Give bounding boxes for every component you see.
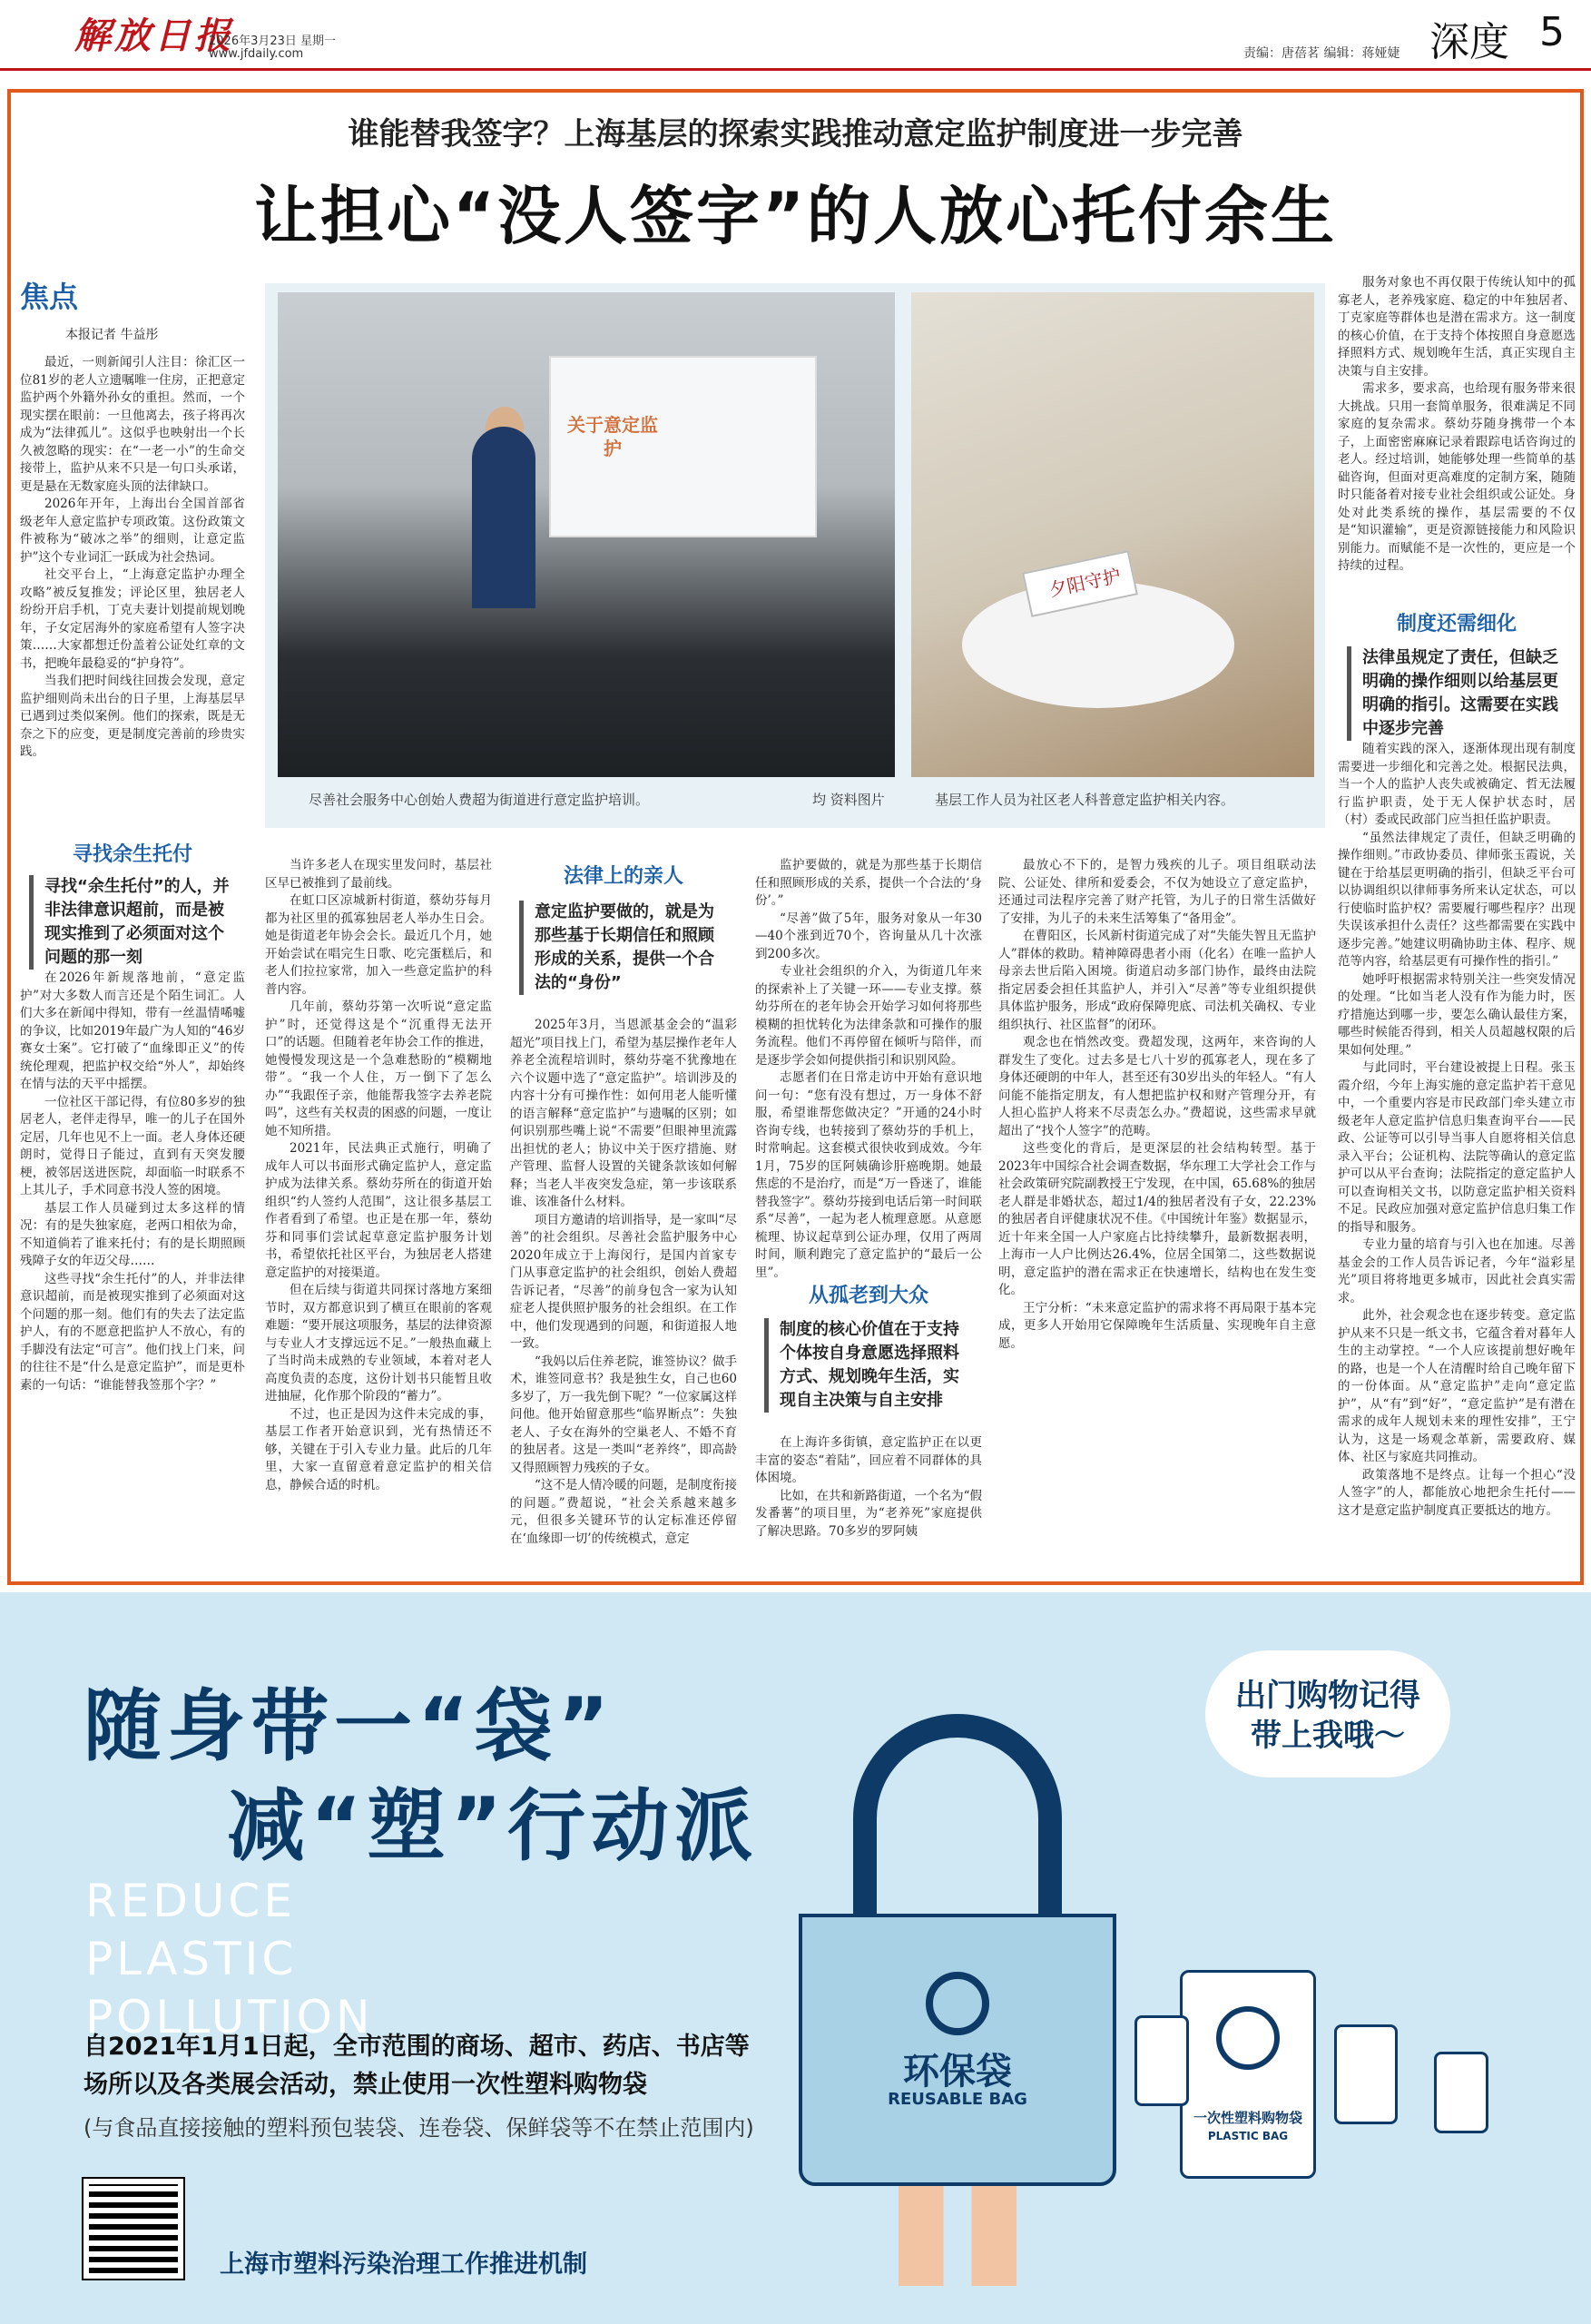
paragraph: 监护要做的，就是为那些基于长期信任和照顾形成的关系，提供一个合法的‘身份’。” [755, 858, 982, 908]
paragraph: 项目方邀请的培训指导，是一家叫“尽善”的社会组织。尽善社会监护服务中心2020年成立于上海闵行，是国内首家专门从事意定监护的社会组织，创始人费超告诉记者，“尽善”的前身包含一家为认知症老人提供照护服务的社会组织。在工作中，他们发现遇到的问题，和街道报人地一致。 [510, 1212, 737, 1351]
presenter-figure [472, 427, 535, 608]
website[interactable]: www.jfdaily.com [209, 47, 304, 61]
subhead-1: 寻找余生托付 [72, 843, 192, 866]
section-tag: 焦点 [20, 280, 79, 314]
section-name: 深度 [1429, 19, 1509, 65]
newspaper-logo: 解放日报 [74, 15, 234, 57]
pullquote-3: 制度的核心价值在于支持个体按自身意愿选择照料方式、规划晚年生活，实现自主决策与自主安排 [764, 1318, 975, 1413]
paragraph: 专业力量的培育与引入也在加速。尽善基金会的工作人员告诉记者，今年“溢彩星光”项目将将地更多城市，因此社会真实需求。 [1338, 1237, 1576, 1305]
column-6b [1338, 741, 1576, 1569]
paragraph: 观念也在悄然改变。费超发现，这两年，来咨询的人群发生了变化。过去多是七八十岁的孤寡老人，现在多了身体还硬朗的中年人，甚至还有30岁出头的年轻人。“有人问能不能指定朋友，有人想把监护权和财产管理分开，有人担心监护人将来不尽责怎么办。”费超说，这些需求早就超出了“找个人签字”的范畴。 [998, 1035, 1316, 1138]
article-headline: 让担心“没人签字”的人放心托付余生 [253, 179, 1337, 253]
subhead-3: 从孤老到大众 [808, 1285, 928, 1307]
table-sign-text: 夕阳守护 [1046, 564, 1123, 602]
slide-title: 关于意定监护 [567, 414, 658, 459]
paragraph: 最近，一则新闻引人注目：徐汇区一位81岁的老人立遗嘱唯一住房，正把意定监护两个外籍外孙女的重担。然而，一个现实摆在眼前：一旦他离去，孩子将再次成为“法律孤儿”。这似乎也映射出一个长久被忽略的现实：在“一老一小”的生命交接带上，监护从来不只是一句口头承诺，更是悬在无数家庭头顶的法律缺口。 [20, 355, 245, 494]
paragraph: 比如，在共和新路街道，一个名为“假发番薯”的项目里，为“老养死”家庭提供了解决思路。70多岁的罗阿姨 [755, 1488, 982, 1539]
paragraph: 专业社会组织的介入，为街道几年来的探索补上了关键一环——专业支撑。蔡幼芬所在的老年协会开始学习如何将那些模糊的担忧转化为法律条款和可操作的服务流程。他们不再停留在倾听与陪伴，而是逐步学会如何提供指引和识别风险。 [755, 964, 982, 1068]
small-plastic-bag-icon [1334, 2024, 1398, 2124]
tote-bag-label: 环保袋 [903, 2051, 1012, 2093]
ad-note: (与食品直接接触的塑料预包装袋、连卷袋、保鲜袋等不在禁止范围内) [83, 2115, 754, 2141]
column-6 [1338, 274, 1576, 592]
paragraph: 这些寻找“余生托付”的人，并非法律意识超前，而是被现实推到了必须面对这个问题的那一刻。他们有的失去了法定监护人，有的不愿意把监护人不放心，有的手脚没有法定“可言”。他们找上门来，问的往往不是“什么是意定监护”，而是更朴素的一句话：“谁能替我签那个字？” [20, 1271, 245, 1393]
column-1b [20, 970, 245, 1569]
paragraph: 政策落地不是终点。让每一个担心“没人签字”的人，都能放心地把余生托付——这才是意定监护制度真正要抵达的地方。 [1338, 1467, 1576, 1518]
qr-code-icon[interactable] [83, 2179, 183, 2279]
ad-organization: 上海市塑料污染治理工作推进机制 [220, 2250, 587, 2279]
paragraph: 这些变化的背后，是更深层的社会结构转型。基于2023年中国综合社会调查数据，华东理工大学社会工作与社会政策研究院副教授王宁发现，在中国，65.68%的独居老人群是非婚状态，超过1/4的独居者没有子女，22.23%的独居者自评健康状况不佳。《中国统计年鉴》数据显示，近十年来全国一人户家庭占比持续攀升，最新数据表明，上海市一人户比例达26.4%，位居全国第二，这些数据说明，意定监护的潜在需求正在快速增长，结构也在发生变化。 [998, 1141, 1316, 1297]
subhead-2: 法律上的亲人 [563, 865, 683, 888]
paragraph: 几年前，蔡幼芬第一次听说“意定监护”时，还觉得这是个“沉重得无法开口”的话题。但随着老年协会工作的推进，她慢慢发现这是一个急难愁盼的“模糊地带”。“我一个人住，万一倒下了怎么办”“我跟侄子亲，他能帮我签字去养老院吗”，这些有关权责的困惑的问题，一度让她不知所措。 [265, 1000, 492, 1138]
photo1-caption: 尽善社会服务中心创始人费超为街道进行意定监护培训。 [309, 792, 650, 808]
paragraph: “我妈以后住养老院，谁签协议？做手术，谁签同意书？我是独生女，自己也60多岁了，万一我先倒下呢？”一位家属这样问他。他开始留意那些“临界断点”：失独老人、子女在海外的空巢老人、不婚不育的独居者。这是一类叫“老养终”，即高龄又得照顾智力残疾的子女。 [510, 1354, 737, 1475]
column-4 [755, 857, 982, 1280]
small-plastic-bag-icon [1434, 2052, 1488, 2133]
recycle-icon [926, 1972, 989, 2035]
paragraph: 但在后续与街道共同探讨落地方案细节时，双方都意识到了横亘在眼前的客观难题：“要开展这项服务，基层的法律资源与专业人才支撑远远不足。”一般热血藏上了当时尚未成熟的专业领域，本着对老人高度负责的态度，这份计划书只能暂且收进抽屉，化作那个阶段的“蓄力”。 [265, 1283, 492, 1403]
photo2-caption: 基层工作人员为社区老人科普意定监护相关内容。 [935, 792, 1235, 808]
photo-credit: 均 资料图片 [812, 792, 885, 808]
column-4b [755, 1434, 982, 1569]
ad-headline-1: 随身带一“袋” [83, 1681, 615, 1772]
paragraph: 在虹口区凉城新村街道，蔡幼芬每月都为社区里的孤寡独居老人举办生日会。她是街道老年协会会长。最近几个月，她开始尝试在唱完生日歌、吃完蛋糕后，和老人们拉拉家常，加入一些意定监护的科普内容。 [265, 893, 492, 997]
column-5 [998, 857, 1316, 1569]
column-2 [265, 857, 492, 1569]
paragraph: 她呼吁根据需求特别关注一些突发情况的处理。“比如当老人没有作为能力时，医疗措施达到哪一步，要怎么确认最佳方案，哪些时候能否得到，相关人员超越权限的后果如何处理。” [1338, 971, 1576, 1058]
small-plastic-bag-icon [1134, 2015, 1189, 2106]
paragraph: 王宁分析：“未来意定监护的需求将不再局限于基本完成，更多人开始用它保障晚年生活质量、实现晚年自主意愿。 [998, 1300, 1316, 1351]
speech-bubble-text: 出门购物记得带上我哦～ [1235, 1678, 1420, 1754]
article-kicker: 谁能替我签字？上海基层的探索实践推动意定监护制度进一步完善 [348, 116, 1243, 153]
pullquote-4: 法律虽规定了责任，但缺乏明确的操作细则以给基层更明确的指引。这需要在实践中逐步完善 [1347, 646, 1570, 741]
plastic-bag-sublabel: PLASTIC BAG [1207, 2130, 1289, 2142]
paragraph: 2021年，民法典正式施行，明确了成年人可以书面形式确定监护人，意定监护成为法律关系。蔡幼芬所在的街道开始组织“约人签约人范围”，这让很多基层工作者看到了希望。也正是在那一年，蔡幼芬和同事们尝试起草意定监护服务计划书，希望依托社区平台，为独居老人搭建意定监护的对接渠道。 [265, 1141, 492, 1280]
ad-english-slogan: REDUCE PLASTIC POLLUTION [85, 1875, 374, 2043]
paragraph: 最放心不下的，是智力残疾的儿子。项目组联动法院、公证处、律所和爱委会，不仅为她设立了意定监护，还通过司法程序完善了财产托管，为儿子的日常生活做好了安排，为儿子的未来生活筹集了“备用金”。 [998, 858, 1316, 926]
ad-headline-2: 减“塑”行动派 [227, 1781, 759, 1872]
plastic-bag-label: 一次性塑料购物袋 [1193, 2110, 1302, 2126]
paragraph: 社交平台上，“上海意定监护办理全攻略”被反复推发；评论区里，独居老人纷纷开启手机，丁克夫妻计划提前规划晚年，子女定居海外的家庭希望有人签字决策……大家都想迁份盖着公证处红章的文书，把晚年最稳妥的“护身符”。 [20, 567, 245, 671]
paragraph: 需求多，要求高，也给现有服务带来很大挑战。只用一套简单服务，很难满足不同家庭的复杂需求。蔡幼芬随身携带一个本子，上面密密麻麻记录着跟踪电话咨询过的老人。经过培训，她能够处理一些简单的基础咨询，但面对更高难度的定制方案，随随时只能备着对接专业社会组织或公证处。身处对此类系统的操作，基层需要的不仅是“知识灌输”，更是资源链接能力和风险识别能力。而赋能不是一次性的，更应是一个持续的过程。 [1338, 381, 1576, 573]
paragraph: 不过，也正是因为这件未完成的事，基层工作者开始意识到，光有热情还不够，关键在于引入专业力量。此后的几年里，大家一直留意着意定监护的相关信息，静候合适的时机。 [265, 1406, 492, 1492]
pullquote-1: 寻找“余生托付”的人，并非法律意识超前，而是被现实推到了必须面对这个问题的那一刻 [29, 875, 238, 970]
no-sign-icon [1216, 2006, 1280, 2070]
paragraph: 服务对象也不再仅限于传统认知中的孤寡老人，老养残家庭、稳定的中年独居者、丁克家庭等群体也是潜在需求方。这一制度的核心价值，在于支持个体按照自身意愿选择照料方式、规划晚年生活，真正实现自主决策与自主安排。 [1338, 275, 1576, 379]
paragraph: 在上海许多街镇，意定监护正在以更丰富的姿态“着陆”，回应着不同群体的具体困境。 [755, 1435, 982, 1485]
paragraph: 此外，社会观念也在逐步转变。意定监护从来不只是一纸文书，它蕴含着对暮年人生的主动掌控。“一个人应该提前想好晚年的路，也是一个人在清醒时给自己晚年留下的一份体面。从“意定监护”走向“意定监护”，从“有”到“好”，“意定监护”是有潜在需求的成年人规划未来的理性安排”，王宁认为，这是一场观念革新，需要政府、媒体、社区与家庭共同推动。 [1338, 1308, 1576, 1464]
ad-rule-text: 自2021年1月1日起，全市范围的商场、超市、药店、书店等场所以及各类展会活动，禁止使用一次性塑料购物袋 [83, 2033, 750, 2099]
paragraph: 当我们把时间线往回拨会发现，意定监护细则尚未出台的日子里，上海基层早已遇到过类似案例。他们的探索，既是无奈之下的应变，更是制度完善前的珍贵实践。 [20, 674, 245, 759]
paragraph: 2026年开年，上海出台全国首部省级老年人意定监护专项政策。这份政策文件被称为“破冰之举”的细则，让意定监护”这个专业词汇一跃成为社会热词。 [20, 497, 245, 565]
paragraph: “虽然法律规定了责任，但缺乏明确的操作细则。”市政协委员、律师张玉霞说，关键在于给基层更明确的指引，但缺乏平台可以协调组织以律师事务所来认定状态，可以行使临时监护权？需要履行哪些程序？出现失误该承担什么责任？这些都需要在实践中逐步完善。”她建议明确协助主体、程序、规范等内容，给基层更有可操作性的指引。” [1338, 830, 1576, 969]
paragraph: “这不是人情冷暖的问题，是制度衔接的问题。”费超说，“社会关系越来越多元，但很多关键环节的认定标准还停留在‘血缘即一切’的传统模式，意定 [510, 1478, 737, 1546]
plastic-bag-icon [1180, 1970, 1316, 2179]
paragraph: 志愿者们在日常走访中开始有意识地问一句：“您有没有想过，万一身体不舒服，希望谁帮您做决定？”开通的24小时咨询专线，也转接到了蔡幼芬的手机上，时常响起。这套模式很快收到成效。今年1月，75岁的匡阿姨确诊肝癌晚期。她最焦虑的不是治疗，而是“万一昏迷了，谁能替我签字”。蔡幼芬接到电话后第一时间联系“尽善”，一起为老人梳理意愿。从意愿梳理、协议起草到公证办理，仅用了两周时间，顺利跑完了意定监护的“最后一公里”。 [755, 1070, 982, 1280]
paragraph: 在2026年新规落地前，“意定监护”对大多数人而言还是个陌生词汇。人们大多在新闻中得知，带有一丝温情唏嘘的争议，比如2019年最广为人知的“46岁赛女士案”。它打破了“血缘即正义”的传统伦理观，把监护权交给“外人”，却始终在情与法的天平中摇摆。 [20, 970, 245, 1091]
paragraph: 当许多老人在现实里发问时，基层社区早已被推到了最前线。 [265, 858, 492, 891]
paragraph: 随着实践的深入，逐渐体现出现有制度需要进一步细化和完善之处。根据民法典，当一个人的监护人丧失或被确定、哲无法履行监护职责，处于无人保护状态时，居（村）委或民政部门应当担任监护职责。 [1338, 742, 1576, 827]
column-3 [510, 1017, 737, 1569]
pullquote-2: 意定监护要做的，就是为那些基于长期信任和照顾形成的关系，提供一个合法的“身份” [519, 901, 730, 995]
paragraph: 在曹阳区，长风新村街道完成了对“失能失智且无监护人”群体的救助。精神障碍患者小雨（化名）在唯一监护人母亲去世后陷入困境。街道启动多部门协作，最终由法院指定居委会担任其监护人，并引入“尽善”等专业组织提供具体监护服务，形成“政府保障兜底、司法机关确权、专业组织执行、社区监督”的闭环。 [998, 929, 1316, 1032]
editors-line: 责编：唐蓓茗 编辑：蒋娅婕 [1243, 46, 1400, 61]
paragraph: 2025年3月，当恩派基金会的“温彩超光”项目找上门，希望为基层操作老年人养老全流程培训时，蔡幼芬毫不犹豫地在六个议题中选了“意定监护”。培训涉及的内容十分有可操作性：如何用老人能听懂的语言解释“意定监护”与遗嘱的区别；如何识别那些嘴上说“不需要”但眼神里流露出担忧的老人；协议中关于医疗措施、财产管理、监督人设置的关键条款该如何解释；当老人半夜突发急症，第一步该联系谁、该准备什么材料。 [510, 1018, 737, 1209]
byline: 本报记者 牛益彤 [65, 328, 159, 342]
tote-bag-sublabel: REUSABLE BAG [888, 2090, 1027, 2109]
column-1 [20, 354, 245, 817]
subhead-4: 制度还需细化 [1396, 613, 1517, 635]
bag-legs [899, 2186, 1016, 2286]
page-number: 5 [1539, 9, 1565, 55]
issue-date: 2026年3月23日 星期一 [209, 34, 337, 48]
paragraph: “尽善”做了5年，服务对象从一年30—40个涨到近70个，咨询量从几十次涨到200多次。 [755, 911, 982, 961]
paragraph: 与此同时，平台建设被提上日程。张玉霞介绍，今年上海实施的意定监护若干意见中，一个重要内容是市民政部门牵头建立市级老年人意定监护信息归集查询平台——民政、公证等可以引导当事人自愿将相关信息录入平台；公证机构、法院等确认的意定监护可以从平台查询；法院指定的意定监护人可以查询相关文书，以防意定监护相关资料不足。民政应加强对意定监护信息归集工作的指导和服务。 [1338, 1060, 1576, 1235]
paragraph: 基层工作人员碰到过太多这样的情况：有的是失独家庭，老两口相依为命，不知道倘若了谁来托付；有的是长期照顾残障子女的年迈父母…… [20, 1200, 245, 1268]
paragraph: 一位社区干部记得，有位80多岁的独居老人，老伴走得早，唯一的儿子在国外定居，几年也见不上一面。老人身体还硬朗时，觉得日子能过，直到有天突发腰梗，被邻居送进医院，却面临一时联系不上其儿子，手术同意书没人签的困境。 [20, 1094, 245, 1197]
